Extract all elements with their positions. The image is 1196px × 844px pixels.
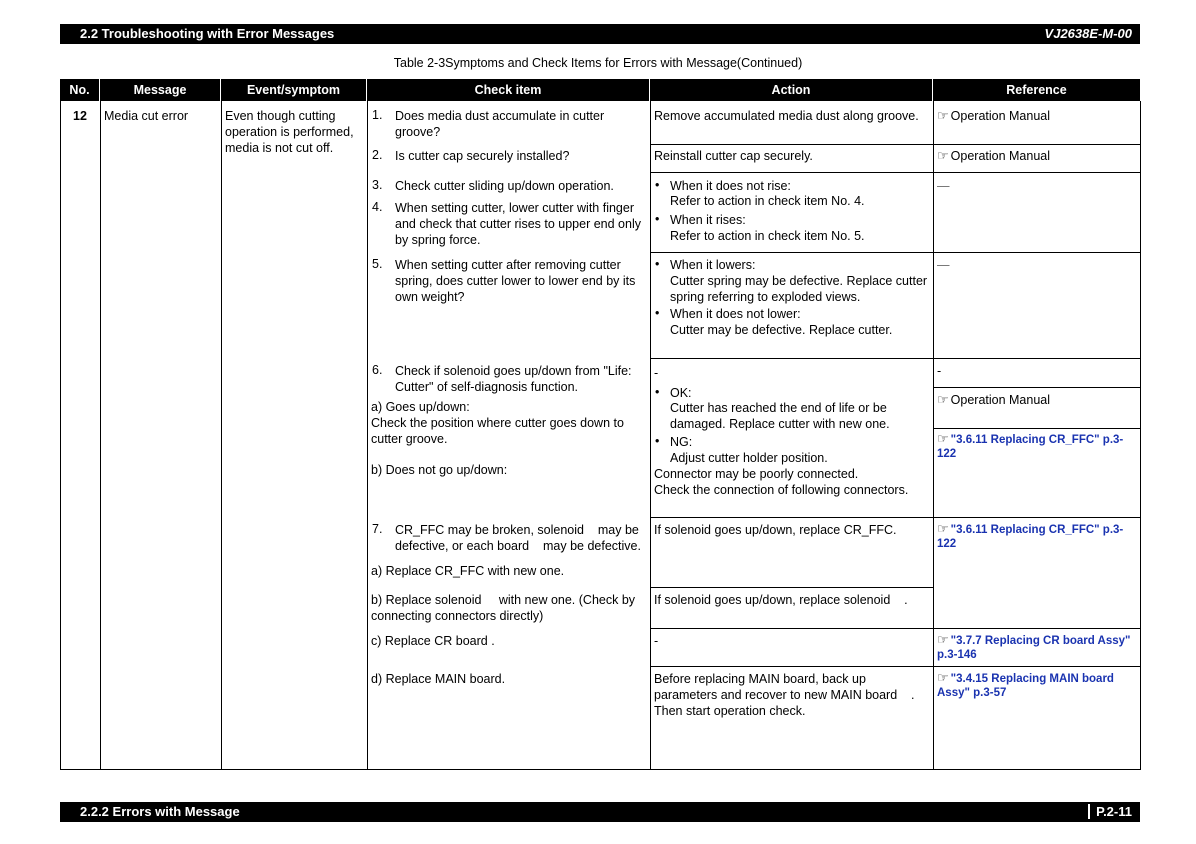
action-ng-heading: NG:	[670, 435, 693, 449]
grid-line	[60, 769, 1141, 770]
action-connector-check: Check the connection of following connectors.	[654, 483, 909, 497]
pointing-hand-icon: ☞	[937, 148, 949, 163]
page-header	[60, 24, 1140, 44]
check-item-1: Does media dust accumulate in cutter groove?	[395, 109, 605, 139]
reference-link[interactable]	[937, 671, 1137, 700]
action-5-heading: When it lowers:	[670, 258, 756, 272]
action-5: Cutter spring may be defective. Replace cutter spring referring to exploded views.	[670, 274, 928, 304]
reference-link[interactable]	[937, 148, 1050, 164]
reference-link[interactable]	[937, 633, 1137, 662]
reference-link[interactable]	[937, 108, 1050, 124]
action-dash: -	[654, 366, 659, 380]
doc-id: VJ2638E-M-00	[1044, 26, 1132, 41]
action-ng: Adjust cutter holder position.	[670, 451, 828, 465]
row-number: 12	[73, 109, 87, 123]
check-number: 3.	[372, 178, 383, 192]
grid-line	[650, 252, 1141, 253]
action-3-heading: When it does not rise:	[670, 179, 791, 193]
reference-none: —	[937, 258, 950, 272]
bullet: •	[655, 212, 660, 226]
error-message: Media cut error	[104, 109, 189, 123]
grid-line	[650, 101, 651, 769]
reference-link[interactable]	[937, 522, 1137, 551]
col-symptom: Event/symptom	[221, 79, 367, 101]
bullet: •	[655, 434, 660, 448]
grid-line	[650, 628, 1141, 629]
action-6-heading: When it does not lower:	[670, 307, 801, 321]
action-connector: Connector may be poorly connected.	[654, 467, 859, 481]
reference-link[interactable]	[937, 432, 1137, 461]
reference-text: Operation Manual	[950, 109, 1051, 123]
check-item-7a: a) Replace CR_FFC with new one.	[371, 564, 565, 578]
check-number: 7.	[372, 522, 383, 536]
action-ok: Cutter has reached the end of life or be damaged. Replace cutter with new one.	[670, 401, 890, 431]
reference-text: "3.7.7 Replacing CR board Assy" p.3-146	[937, 635, 1131, 661]
action-3: Refer to action in check item No. 4.	[670, 194, 865, 208]
footer-section: 2.2.2 Errors with Message	[80, 804, 240, 819]
event-symptom: Even though cutting operation is performed, media is not cut off.	[225, 109, 354, 155]
grid-line	[60, 101, 61, 769]
col-no: No.	[60, 79, 100, 101]
col-action: Action	[650, 79, 933, 101]
check-item-7b: b) Replace solenoid with new one. (Check by connecting connectors directly)	[371, 593, 639, 623]
table-caption: Table 2-3Symptoms and Check Items for Errors with Message(Continued)	[393, 56, 803, 70]
reference-link[interactable]	[937, 392, 1050, 408]
section-title: 2.2 Troubleshooting with Error Messages	[80, 26, 335, 41]
reference-text: "3.4.15 Replacing MAIN board Assy" p.3-57	[937, 673, 1114, 699]
pointing-hand-icon: ☞	[937, 108, 949, 123]
bullet: •	[655, 306, 660, 320]
action-replace-ffc: If solenoid goes up/down, replace CR_FFC.	[654, 523, 897, 537]
reference-text: Operation Manual	[950, 149, 1051, 163]
check-item-6b: b) Does not go up/down:	[371, 463, 508, 477]
grid-line	[650, 358, 1141, 359]
action-6: Cutter may be defective. Replace cutter.	[670, 323, 893, 337]
check-item-5: When setting cutter after removing cutter spring, does cutter lower to lower end by its own weight?	[395, 258, 636, 304]
pointing-hand-icon: ☞	[937, 632, 949, 647]
grid-line	[933, 428, 1141, 429]
grid-line	[650, 144, 1141, 145]
pointing-hand-icon: ☞	[937, 521, 949, 536]
reference-text: Operation Manual	[950, 393, 1051, 407]
grid-line	[650, 587, 933, 588]
reference-none: -	[937, 364, 942, 378]
action-4-heading: When it rises:	[670, 213, 746, 227]
check-number: 2.	[372, 148, 383, 162]
grid-line	[367, 101, 368, 769]
page-footer	[60, 802, 1140, 822]
grid-line	[933, 387, 1141, 388]
bullet: •	[655, 385, 660, 399]
check-item-3: Check cutter sliding up/down operation.	[395, 179, 614, 193]
check-number: 1.	[372, 108, 383, 122]
action-1: Remove accumulated media dust along groove.	[654, 109, 919, 123]
check-item-2: Is cutter cap securely installed?	[395, 149, 570, 163]
check-number: 5.	[372, 257, 383, 271]
grid-line	[1140, 101, 1141, 769]
action-ok-heading: OK:	[670, 386, 692, 400]
action-4: Refer to action in check item No. 5.	[670, 229, 865, 243]
bullet: •	[655, 257, 660, 271]
bullet: •	[655, 178, 660, 192]
grid-line	[650, 172, 1141, 173]
action-dash: -	[654, 634, 659, 648]
check-item-6a: a) Goes up/down:	[371, 400, 470, 414]
grid-line	[650, 666, 1141, 667]
pointing-hand-icon: ☞	[937, 392, 949, 407]
reference-none: —	[937, 179, 950, 193]
check-item-7c: c) Replace CR board .	[371, 634, 495, 648]
grid-line	[650, 517, 1141, 518]
reference-text: "3.6.11 Replacing CR_FFC" p.3-122	[937, 524, 1124, 550]
page-number: P.2-11	[1088, 804, 1132, 819]
col-message: Message	[100, 79, 221, 101]
check-number: 4.	[372, 200, 383, 214]
check-number: 6.	[372, 363, 383, 377]
check-item-7d: d) Replace MAIN board.	[371, 672, 506, 686]
reference-text: "3.6.11 Replacing CR_FFC" p.3-122	[937, 434, 1124, 460]
pointing-hand-icon: ☞	[937, 431, 949, 446]
grid-line	[100, 101, 101, 769]
action-replace-main: Before replacing MAIN board, back up parameters and recover to new MAIN board . Then start operation check.	[654, 672, 918, 718]
grid-line	[933, 101, 934, 769]
action-2: Reinstall cutter cap securely.	[654, 149, 813, 163]
check-item-4: When setting cutter, lower cutter with finger and check that cutter rises to upper end only by spring force.	[395, 201, 641, 247]
check-item-6: Check if solenoid goes up/down from "Life: Cutter" of self-diagnosis function.	[395, 364, 632, 394]
check-item-7: CR_FFC may be broken, solenoid may be defective, or each board may be defective.	[395, 523, 643, 553]
grid-line	[221, 101, 222, 769]
pointing-hand-icon: ☞	[937, 670, 949, 685]
action-replace-solenoid: If solenoid goes up/down, replace solenoid .	[654, 593, 908, 607]
check-item-6a-detail: Check the position where cutter goes down to cutter groove.	[371, 416, 624, 446]
col-check: Check item	[367, 79, 650, 101]
col-reference: Reference	[933, 79, 1140, 101]
